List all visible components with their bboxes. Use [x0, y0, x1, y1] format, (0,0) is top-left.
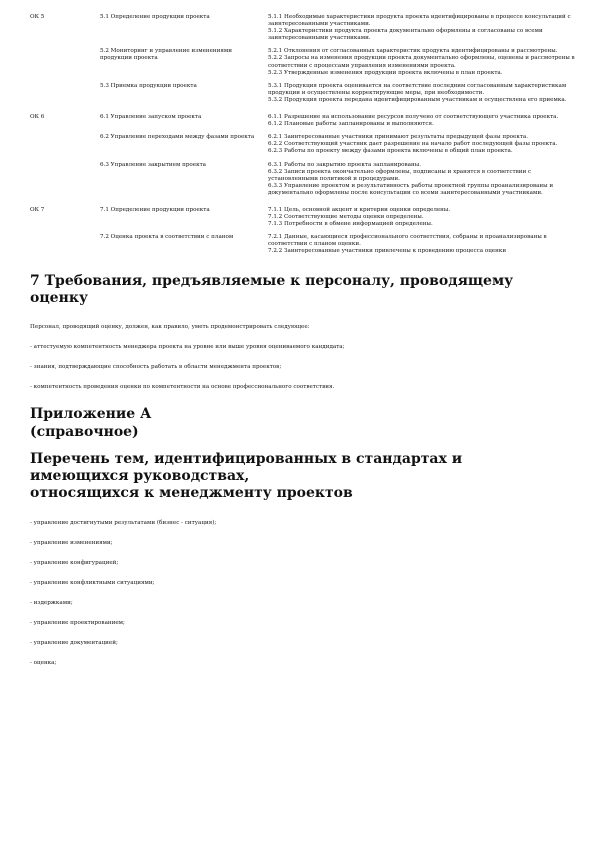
criterion-text: 7.1.3 Потребности в обмене информацией определены.: [268, 221, 433, 228]
competence-element-cell: 6.3 Управление закрытием проекта: [100, 161, 207, 168]
appendix-title-line-3: относящихся к менеджменту проектов: [30, 484, 353, 501]
table-row: [30, 42, 575, 76]
criterion-text: 5.2.2 Запросы на изменения продукции проекта документально оформлены, оценены и рассмотрены в соответствии с процессами управления изменениями проекта.: [268, 55, 575, 69]
list-item: - управление проектированием;: [30, 619, 125, 626]
criteria-table: [30, 14, 575, 256]
performance-criteria-cell: [268, 156, 575, 197]
criterion-text: 6.2.3 Работы по проекту между фазами проекта включены в общий план проекта.: [268, 148, 513, 155]
criterion-text: 5.1.1 Необходимые характеристики продукта проекта идентифицированы в процессе консультаций с заинтересованными участниками.: [268, 14, 571, 28]
criterion-text: 5.2.1 Отклонения от согласованных характеристик продукта идентифицированы и рассмотрены.: [268, 48, 558, 55]
competence-code-cell: [30, 228, 100, 255]
competence-code-cell: ОК 5: [30, 14, 45, 20]
competence-element-cell: 5.3 Приемка продукции проекта: [100, 82, 197, 89]
performance-criteria-cell: [268, 42, 575, 76]
table-row: [30, 128, 575, 155]
performance-criteria-cell: [268, 128, 575, 155]
list-item: - издержками;: [30, 599, 73, 606]
competence-code-cell: ОК 7: [30, 206, 45, 213]
competence-element-cell: 7.2 Оценка проекта в соответствии с планом: [100, 234, 234, 241]
competence-element-cell: 7.1 Определение продукции проекта: [100, 206, 210, 213]
criterion-text: 7.2.1 Данные, касающиеся профессионального соответствия, собраны и проанализированы в соответствии с планом оценки.: [268, 234, 547, 248]
competence-code-cell: ОК 6: [30, 114, 45, 121]
criterion-text: 7.1.2 Соответствующие методы оценки определены.: [268, 214, 424, 221]
list-item: - управление достигнутыми результатами (бизнес - ситуация);: [30, 519, 217, 526]
criterion-text: 6.1.2 Плановые работы запланированы и выполняются.: [268, 121, 434, 128]
competence-code-cell: [30, 128, 100, 155]
performance-criteria-cell: [268, 14, 575, 42]
criterion-text: 6.2.1 Заинтересованные участники принимают результаты предыдущей фазы проекта.: [268, 134, 529, 141]
table-row: [30, 228, 575, 255]
table-row: [30, 77, 575, 104]
appendix-title: [30, 451, 565, 502]
performance-criteria-cell: [268, 104, 575, 128]
criterion-text: 5.3.1 Продукция проекта оценивается на соответствие последним согласованным характеристикам продукции и осуществлены корректирующие меры, при необходимости.: [268, 82, 567, 96]
list-item: - управление изменениями;: [30, 539, 113, 546]
appendix-title-line-2: имеющихся руководствах,: [30, 467, 250, 484]
table-row: [30, 104, 575, 128]
list-item: - управление документацией;: [30, 639, 118, 646]
competence-element-cell: 6.2 Управление переходами между фазами проекта: [100, 134, 255, 141]
appendix-heading: [30, 405, 565, 441]
section-7-bullet-2: - знания, подтверждающие способность работать в области менеджмента проектов;: [30, 363, 282, 370]
section-7-bullet-1: - аттестуемую компетентность менеджера проекта на уровне или выше уровня оцениваемого кандидата;: [30, 343, 345, 350]
list-item: - управление конфигурацией;: [30, 559, 119, 566]
competence-element-cell: 5.1 Определение продукции проекта: [100, 14, 210, 20]
criterion-text: 5.1.2 Характеристики продукта проекта документально оформлены и согласованы со всеми заинтересованными участниками.: [268, 28, 543, 42]
criterion-text: 6.3.1 Работы по закрытию проекта запланированы.: [268, 161, 421, 168]
competence-element-cell: 6.1 Управление запуском проекта: [100, 114, 202, 121]
competence-code-cell: [30, 42, 100, 76]
table-row: [30, 197, 575, 228]
criterion-text: 7.2.2 Заинтересованные участники привлечены к проведению процесса оценки: [268, 248, 507, 255]
table-row: [30, 156, 575, 197]
criterion-text: 6.3.3 Управление проектом и результативность работы проектной группы проанализированы и документально оформлены после консультации со всеми заинтересованными участниками.: [268, 182, 554, 196]
section-7-intro: Персонал, проводящий оценку, должен, как правило, уметь продемонстрировать следующее:: [30, 323, 310, 330]
list-item: - управление конфликтными ситуациями;: [30, 579, 155, 586]
section-7-bullet-3: - компетентность проведения оценки по компетентности на основе профессионального соответствия.: [30, 383, 335, 390]
criterion-text: 6.1.1 Разрешение на использование ресурсов получено от соответствующего участника проекта.: [268, 114, 559, 121]
list-item: - оценка;: [30, 659, 57, 666]
competence-code-cell: [30, 77, 100, 104]
appendix-label: Приложение А: [30, 405, 152, 422]
criterion-text: 7.1.1 Цель, основной акцент и критерии оценки определены.: [268, 206, 451, 213]
competence-element-cell: 5.2 Мониторинг и управление изменениями продукции проекта: [100, 48, 232, 62]
table-row: [30, 14, 575, 42]
competence-code-cell: [30, 156, 100, 197]
criterion-text: 5.3.2 Продукция проекта передана идентифицированным участникам и осуществлена его приемка.: [268, 96, 567, 103]
criterion-text: 6.2.2 Соответствующий участник дает разрешение на начало работ последующей фазы проекта.: [268, 141, 558, 148]
appendix-title-line-1: Перечень тем, идентифицированных в стандартах и: [30, 450, 463, 467]
performance-criteria-cell: [268, 77, 575, 104]
criterion-text: 5.2.3 Утвержденные изменения продукции проекта включены в план проекта.: [268, 69, 503, 76]
section-7-heading: 7 Требования, предъявляемые к персоналу, проводящему оценку: [30, 272, 514, 306]
criterion-text: 6.3.2 Записи проекта окончательно оформлены, подписаны и хранятся в соответствии с установленными политикой и процедурами.: [268, 168, 532, 182]
performance-criteria-cell: [268, 197, 575, 228]
performance-criteria-cell: [268, 228, 575, 255]
appendix-type: (справочное): [30, 423, 139, 440]
appendix-topic-list: [30, 520, 565, 667]
